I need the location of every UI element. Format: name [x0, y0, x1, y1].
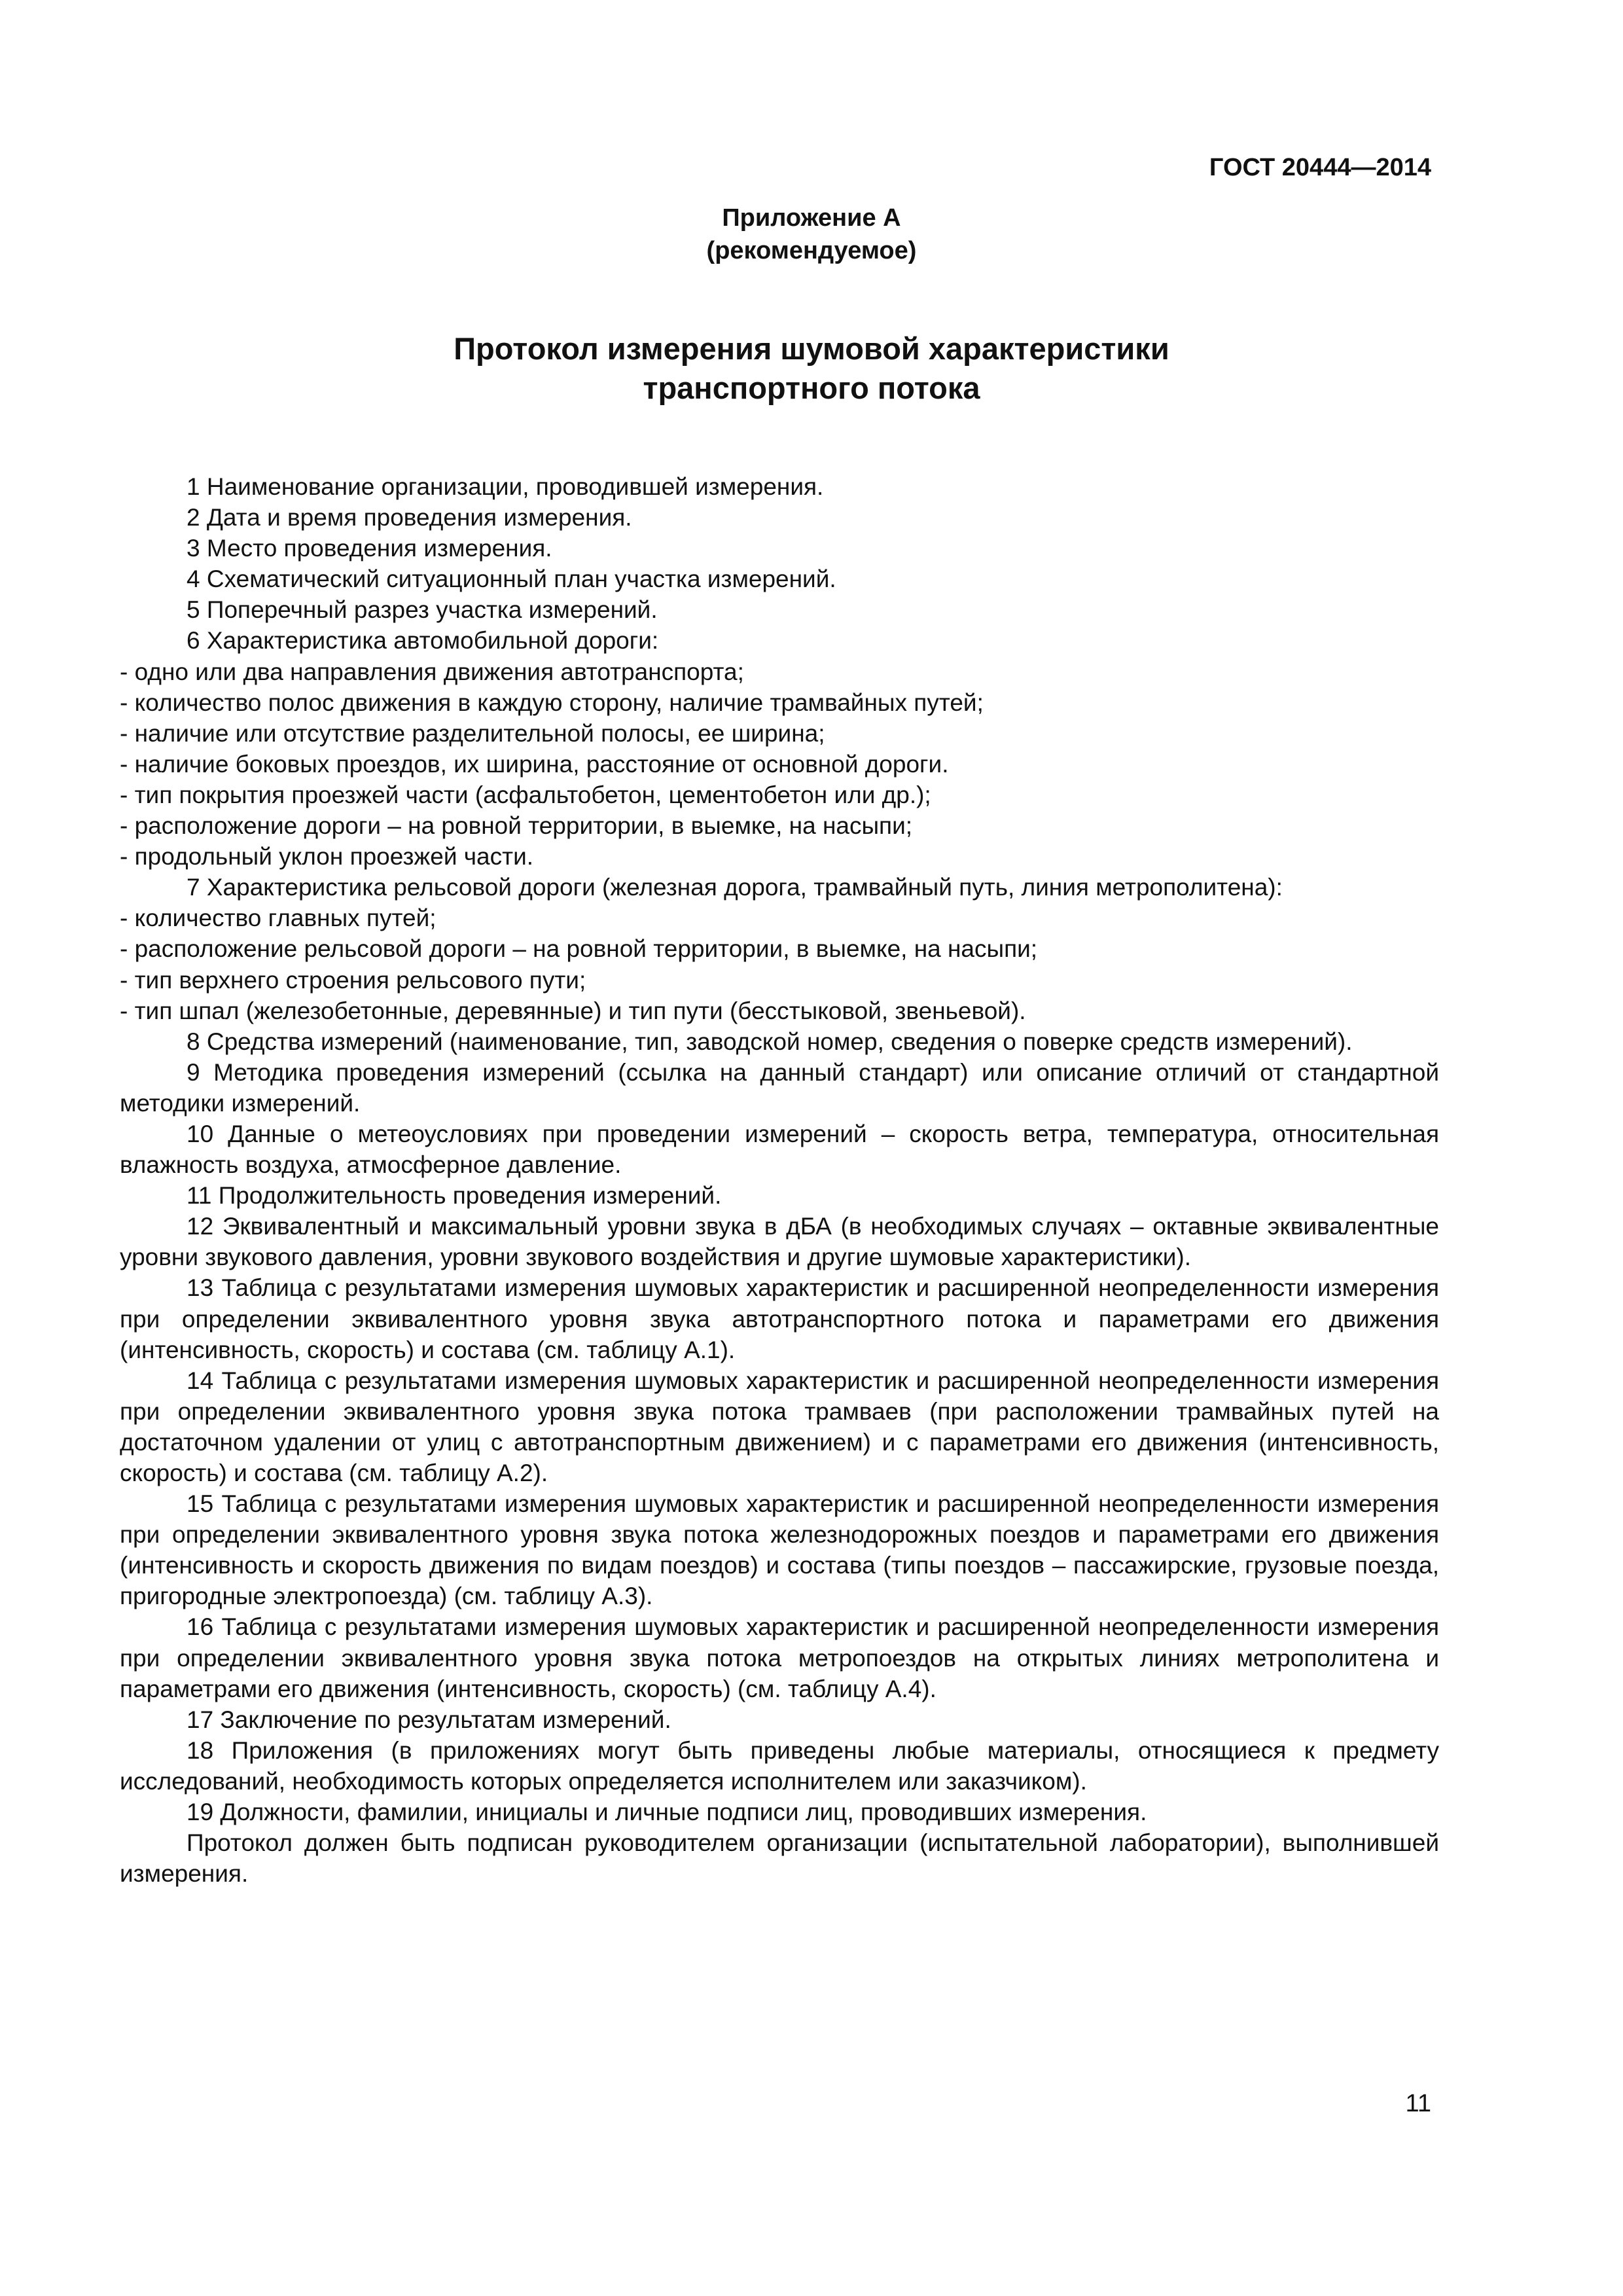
road-feature-item: - одно или два направления движения автотранспорта; — [120, 658, 744, 685]
rail-feature-item: - расположение рельсовой дороги – на ровной территории, в выемке, на насыпи; — [120, 935, 1038, 963]
road-feature-item: - наличие или отсутствие разделительной полосы, ее ширина; — [120, 719, 825, 747]
paragraph: 16 Таблица с результатами измерения шумовых характеристик и расширенной неопределенности измерения при определении эквивалентного уровня звука потока метропоездов на открытых линиях метрополитена и параметрами его движения (интенсивность, скорость) (см. таблицу А.4). — [120, 1613, 1439, 1702]
road-feature-item: - тип покрытия проезжей части (асфальтобетон, цементобетон или др.); — [120, 781, 931, 808]
document-code: ГОСТ 20444—2014 — [1209, 154, 1431, 181]
paragraph: 10 Данные о метеоусловиях при проведении измерений – скорость ветра, температура, относительная влажность воздуха, атмосферное давление. — [120, 1120, 1439, 1179]
appendix-label: Приложение А — [722, 204, 901, 232]
appendix-status: (рекомендуемое) — [706, 237, 917, 264]
paragraph: 15 Таблица с результатами измерения шумовых характеристик и расширенной неопределенности измерения при определении эквивалентного уровня звука потока железнодорожных поездов и параметрами его движения (интенсивность и скорость движения по видам поездов) и состава (типы поездов – пассажирские, грузовые поезда, пригородные электропоезда) (см. таблицу А.3). — [120, 1490, 1439, 1610]
paragraph: 14 Таблица с результатами измерения шумовых характеристик и расширенной неопределенности измерения при определении эквивалентного уровня звука потока трамваев (при расположении трамвайных путей на достаточном удалении от улиц с автотранспортным движением) и с параметрами его движения (интенсивность, скорость) и состава (см. таблицу А.2). — [120, 1367, 1439, 1486]
paragraph: 18 Приложения (в приложениях могут быть приведены любые материалы, относящиеся к предмету исследований, необходимость которых определяется исполнителем или заказчиком). — [120, 1736, 1439, 1795]
rail-feature-item: - количество главных путей; — [120, 905, 437, 932]
paragraph: 12 Эквивалентный и максимальный уровни звука в дБА (в необходимых случаях – октавные эквивалентные уровни звукового давления, уровни звукового воздействия и другие шумовые характеристики). — [120, 1213, 1439, 1271]
road-feature-item: - продольный уклон проезжей части. — [120, 843, 534, 870]
list-item: 6 Характеристика автомобильной дороги: — [187, 627, 659, 655]
list-item: 2 Дата и время проведения измерения. — [187, 504, 632, 531]
page-number: 11 — [1405, 2090, 1431, 2117]
appendix-heading — [0, 202, 1623, 267]
paragraph: 13 Таблица с результатами измерения шумовых характеристик и расширенной неопределенности измерения при определении эквивалентного уровня звука автотранспортного потока и параметрами его движения (интенсивность, скорость) и состава (см. таблицу А.1). — [120, 1274, 1439, 1363]
list-item: 5 Поперечный разрез участка измерений. — [187, 596, 658, 624]
paragraph: 9 Методика проведения измерений (ссылка на данный стандарт) или описание отличий от стандартной методики измерений. — [120, 1058, 1439, 1117]
list-item: 3 Место проведения измерения. — [187, 535, 552, 562]
list-item: 4 Схематический ситуационный план участка измерений. — [187, 565, 836, 593]
road-feature-item: - расположение дороги – на ровной территории, в выемке, на насыпи; — [120, 812, 913, 840]
rail-feature-item: - тип верхнего строения рельсового пути; — [120, 966, 586, 994]
list-item: 1 Наименование организации, проводившей измерения. — [187, 473, 824, 500]
paragraph: 8 Средства измерений (наименование, тип, заводской номер, сведения о поверке средств измерений). — [187, 1028, 1353, 1055]
page-title — [0, 329, 1623, 408]
title-line-2: транспортного потока — [643, 370, 980, 405]
paragraph: 19 Должности, фамилии, инициалы и личные подписи лиц, проводивших измерения. — [187, 1799, 1147, 1826]
road-feature-item: - количество полос движения в каждую сторону, наличие трамвайных путей; — [120, 689, 984, 716]
title-line-1: Протокол измерения шумовой характеристики — [454, 331, 1169, 366]
rail-feature-item: - тип шпал (железобетонные, деревянные) и тип пути (бесстыковой, звеньевой). — [120, 997, 1026, 1024]
signature-note: Протокол должен быть подписан руководителем организации (испытательной лаборатории), выполнившей измерения. — [120, 1829, 1439, 1888]
road-feature-item: - наличие боковых проездов, их ширина, расстояние от основной дороги. — [120, 750, 949, 778]
list-item: 7 Характеристика рельсовой дороги (железная дорога, трамвайный путь, линия метрополитена): — [187, 874, 1283, 901]
paragraph: 11 Продолжительность проведения измерений. — [187, 1182, 722, 1210]
protocol-contents — [120, 471, 1439, 1889]
paragraph: 17 Заключение по результатам измерений. — [187, 1706, 671, 1733]
